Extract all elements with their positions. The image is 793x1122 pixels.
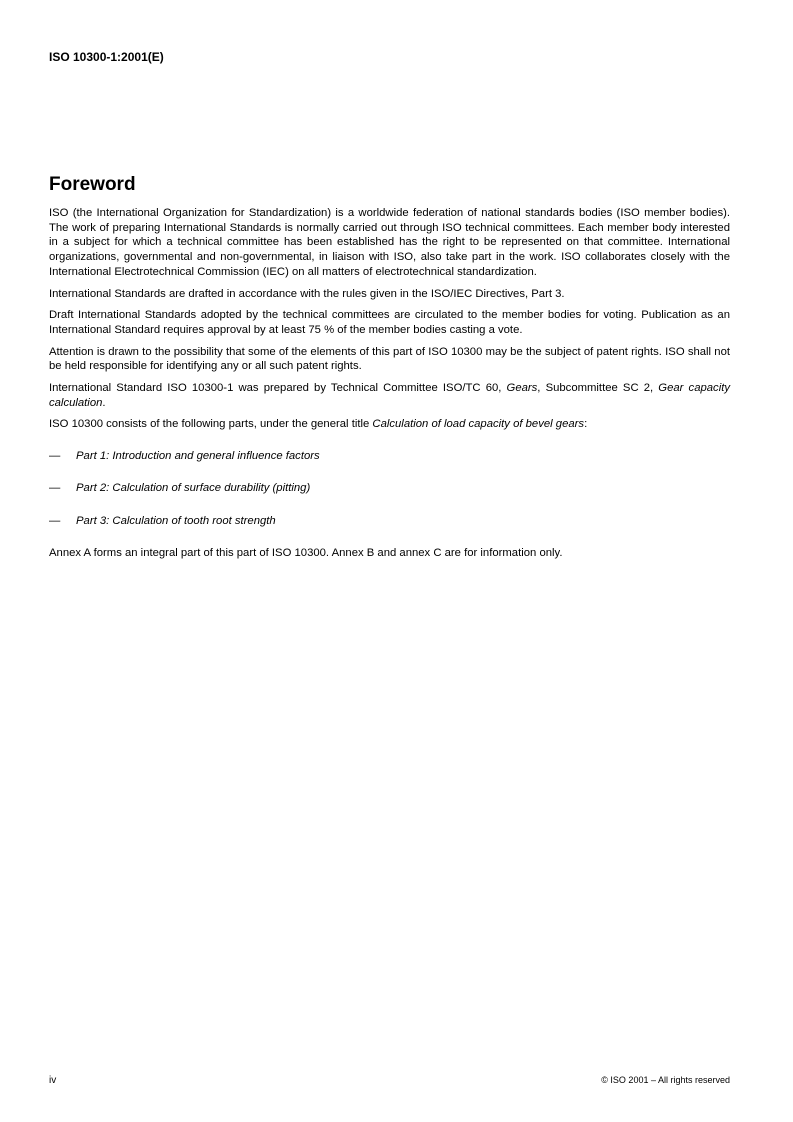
list-item-text: Part 3: Calculation of tooth root strength: [76, 514, 276, 527]
copyright: © ISO 2001 – All rights reserved: [601, 1075, 730, 1085]
list-item-text: Part 2: Calculation of surface durability (pitting): [76, 482, 311, 495]
paragraph: International Standards are drafted in accordance with the rules given in the ISO/IEC Directives, Part 3.: [49, 287, 565, 300]
list-item-text: Part 1: Introduction and general influence factors: [76, 450, 320, 463]
text: , Subcommittee SC 2,: [537, 382, 659, 395]
dash: —: [49, 514, 61, 527]
text: ISO 10300 consists of the following parts, under the general title: [49, 418, 373, 431]
document-id-header: ISO 10300-1:2001(E): [49, 50, 164, 64]
paragraph: Draft International Standards adopted by the technical committees are circulated to the member bodies for voting. Publication as an International Standard requires approval by at least 75 % of the member bodies casting a vote.: [49, 309, 730, 336]
text: .: [102, 396, 106, 409]
dash: —: [49, 450, 61, 463]
text: :: [584, 418, 588, 431]
page-number: iv: [49, 1075, 57, 1086]
italic-text: Gear capacity calculation: [49, 382, 730, 409]
paragraph: [49, 417, 730, 432]
text: International Standard ISO 10300-1 was prepared by Technical Committee ISO/TC 60,: [49, 382, 507, 395]
italic-text: Calculation of load capacity of bevel gears: [372, 418, 585, 431]
italic-text: Gears: [506, 382, 538, 395]
paragraph: ISO (the International Organization for Standardization) is a worldwide federation of national standards bodies (ISO member bodies). The work of preparing International Standards is normally carried out through ISO technical committees. Each member body interested in a subject for which a technical committee has been established has the right to be represented on that committee. International organizations, governmental and non-governmental, in liaison with ISO, also take part in the work. ISO collaborates closely with the International Electrotechnical Commission (IEC) on all matters of electrotechnical standardization.: [49, 207, 730, 278]
list-item: [49, 449, 730, 464]
section-title: Foreword: [49, 174, 136, 195]
list-item: [49, 514, 730, 529]
paragraph: Annex A forms an integral part of this part of ISO 10300. Annex B and annex C are for information only.: [49, 546, 563, 559]
foreword-body: [49, 206, 730, 567]
dash: —: [49, 482, 61, 495]
paragraph: [49, 381, 730, 410]
paragraph: Attention is drawn to the possibility that some of the elements of this part of ISO 10300 may be the subject of patent rights. ISO shall not be held responsible for identifying any or all such patent rights.: [49, 345, 730, 373]
list-item: [49, 481, 730, 496]
